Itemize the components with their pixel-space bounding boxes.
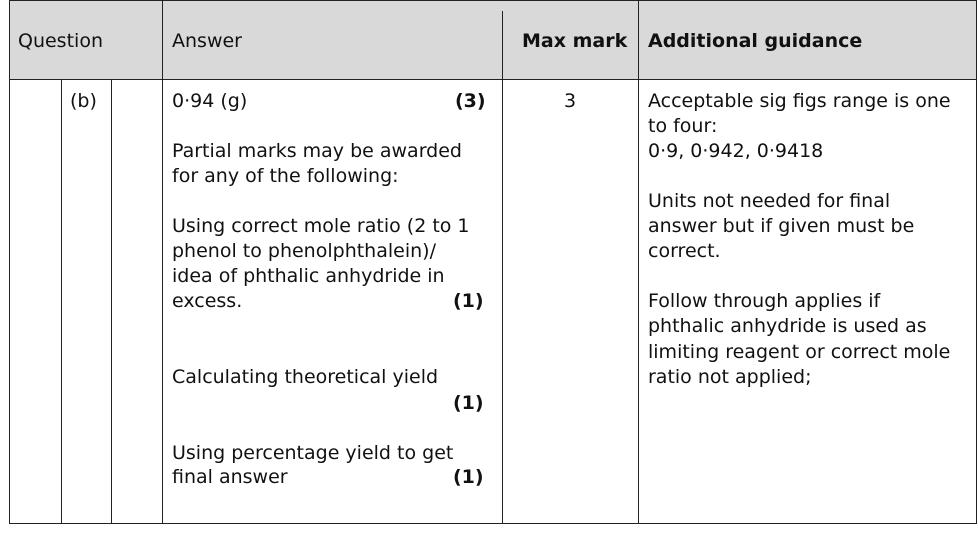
header-additional-guidance: Additional guidance	[648, 30, 863, 52]
step2-line-1: Calculating theoretical yield	[172, 366, 439, 388]
column-divider-guidance	[638, 1, 639, 523]
step3-line-2: final answer	[172, 466, 288, 488]
answer-total-mark: (3)	[455, 90, 486, 112]
column-divider-question-inner	[61, 80, 62, 523]
guidance-p2-line-1: Units not needed for final	[648, 190, 891, 212]
step1-line-2: phenol to phenolphthalein)/	[172, 240, 436, 262]
guidance-p2-line-3: correct.	[648, 240, 721, 262]
column-divider-part	[111, 80, 112, 523]
guidance-p3-line-1: Follow through applies if	[648, 290, 881, 312]
guidance-p1-line-3: 0·9, 0·942, 0·9418	[648, 140, 824, 162]
guidance-p3-line-3: limiting reagent or correct mole	[648, 341, 951, 363]
partial-marks-line-2: for any of the following:	[172, 165, 399, 187]
step3-mark: (1)	[453, 466, 484, 488]
step1-mark: (1)	[453, 290, 484, 312]
step3-line-1: Using percentage yield to get	[172, 442, 454, 464]
question-part: (b)	[70, 90, 97, 112]
guidance-p1-line-2: to four:	[648, 115, 718, 137]
header-answer: Answer	[172, 30, 242, 52]
step1-line-4: excess.	[172, 290, 243, 312]
step1-line-3: idea of phthalic anhydride in	[172, 265, 445, 287]
step1-line-1: Using correct mole ratio (2 to 1	[172, 215, 470, 237]
answer-value: 0·94 (g)	[172, 90, 248, 112]
header-question: Question	[18, 30, 103, 52]
step2-mark: (1)	[453, 392, 484, 414]
header-max-mark: Max mark	[522, 30, 628, 52]
partial-marks-line-1: Partial marks may be awarded	[172, 140, 462, 162]
marking-scheme-table	[9, 0, 977, 524]
guidance-p3-line-4: ratio not applied;	[648, 366, 812, 388]
column-divider-answer	[162, 1, 163, 523]
guidance-p2-line-2: answer but if given must be	[648, 215, 915, 237]
guidance-p1-line-1: Acceptable sig figs range is one	[648, 90, 951, 112]
max-mark-value: 3	[564, 90, 577, 112]
guidance-p3-line-2: phthalic anhydride is used as	[648, 315, 927, 337]
column-divider-max-mark	[502, 11, 503, 523]
